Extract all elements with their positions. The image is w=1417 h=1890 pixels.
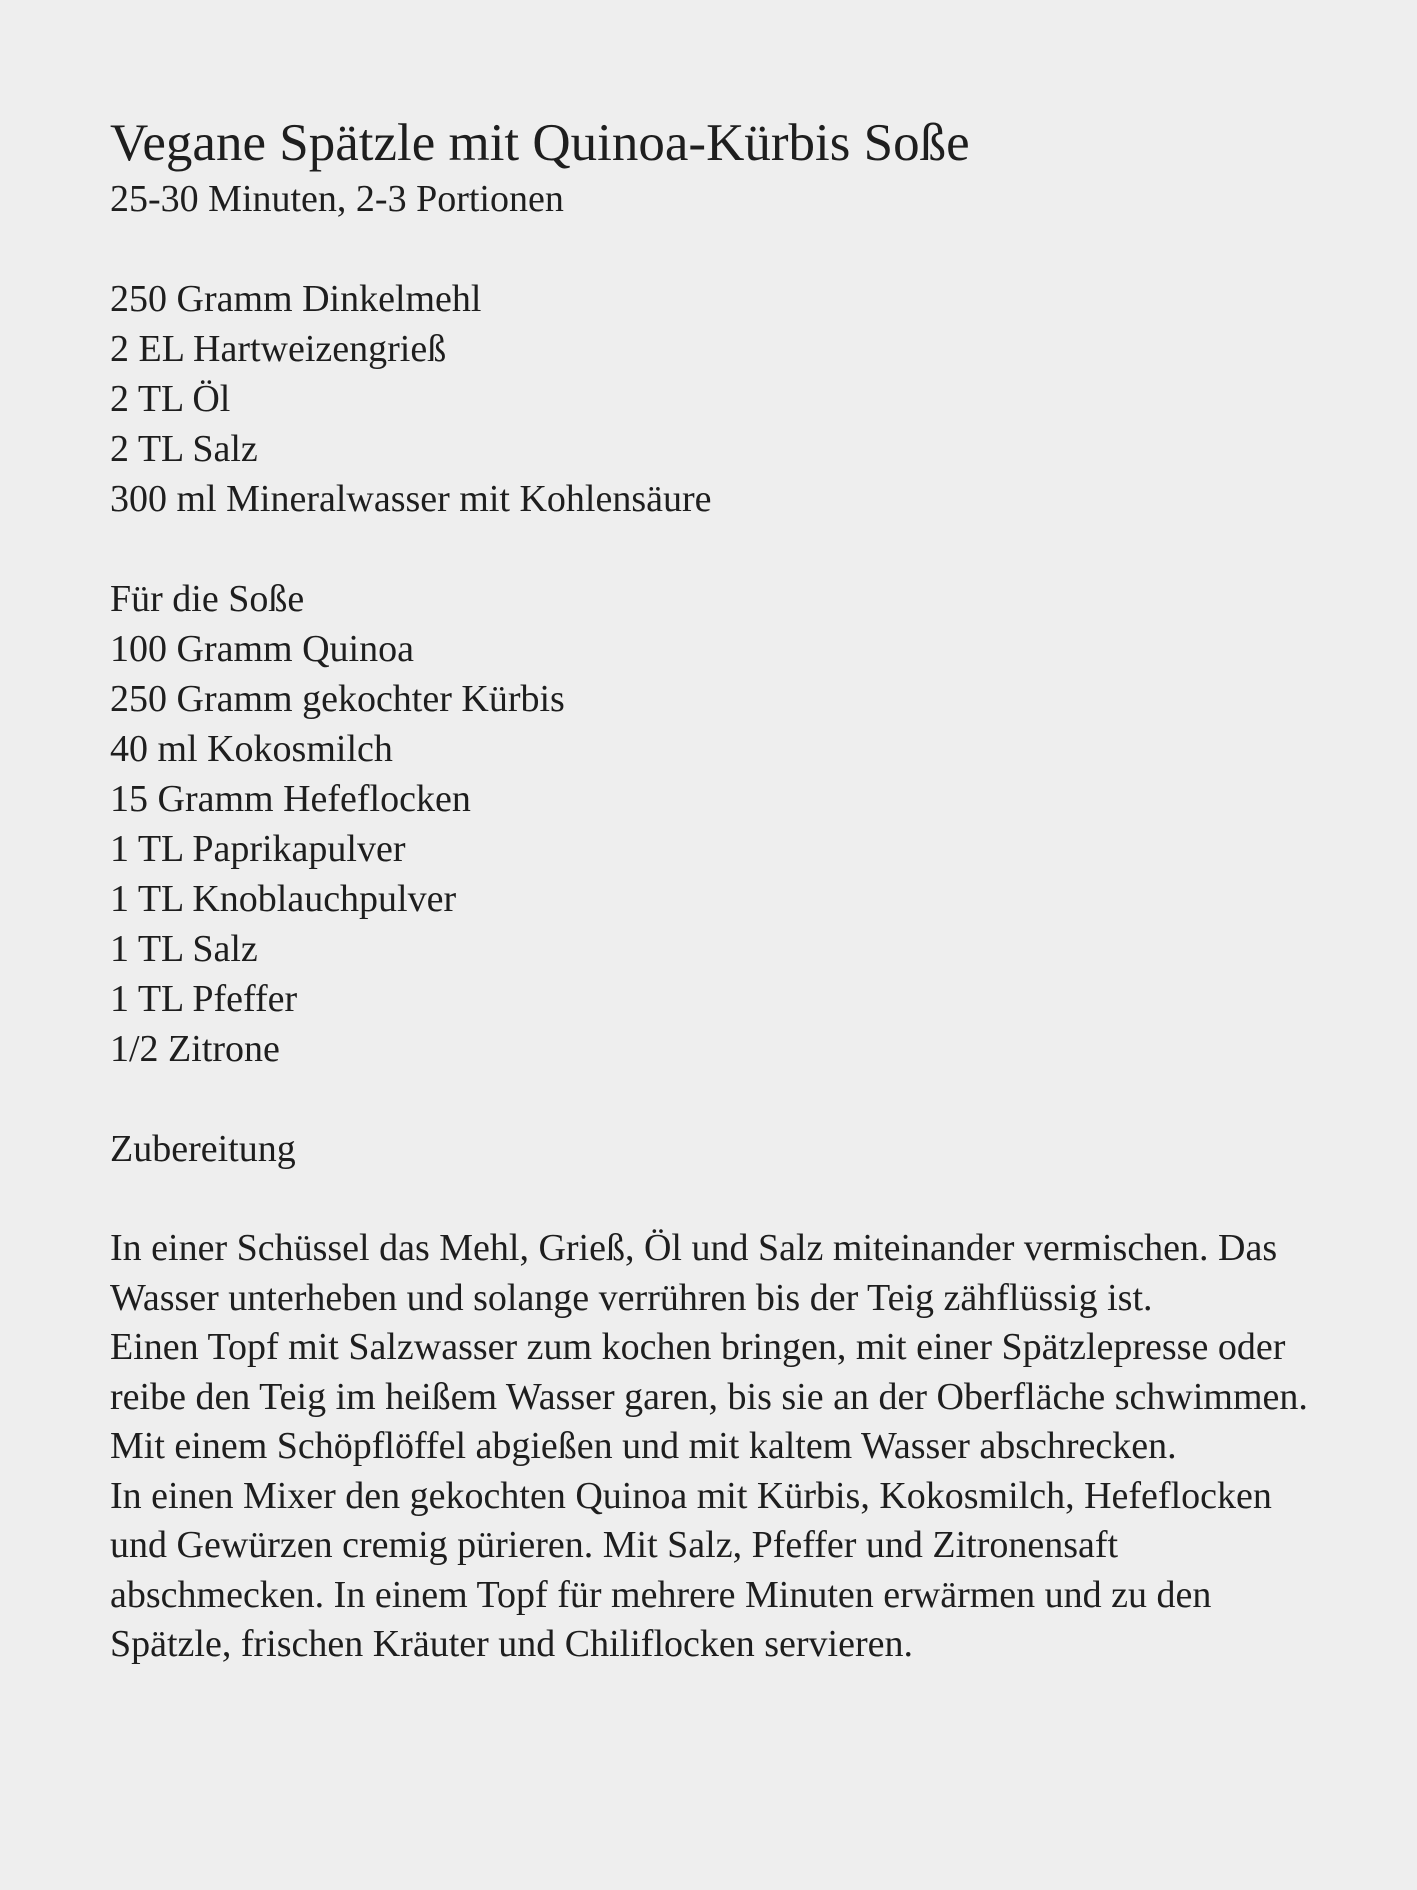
ingredient-item: 2 TL Öl bbox=[110, 378, 231, 420]
spacer bbox=[110, 1174, 1330, 1224]
spacer bbox=[110, 524, 1330, 574]
recipe-document bbox=[110, 112, 1330, 1670]
ingredient-item: 250 Gramm gekochter Kürbis bbox=[110, 678, 565, 720]
ingredient-item: 1 TL Salz bbox=[110, 928, 258, 970]
ingredient-item: 2 EL Hartweizengrieß bbox=[110, 328, 447, 370]
preparation-steps bbox=[110, 1224, 1330, 1670]
sauce-ingredient-list bbox=[110, 624, 1330, 1074]
ingredient-item: 1 TL Knoblauchpulver bbox=[110, 878, 457, 920]
preparation-step: In einen Mixer den gekochten Quinoa mit Kürbis, Kokosmilch, Hefeflocken und Gewürzen cremig pürieren. Mit Salz, Pfeffer und Zitronensaft abschmecken. In einem Topf für mehrere Minuten erwärmen und zu den Spätzle, frischen Kräuter und Chiliflocken servieren. bbox=[110, 1474, 1272, 1665]
ingredient-item: 1 TL Pfeffer bbox=[110, 978, 298, 1020]
preparation-heading: Zubereitung bbox=[110, 1128, 296, 1170]
preparation-step: In einer Schüssel das Mehl, Grieß, Öl und Salz miteinander vermischen. Das Wasser unterheben und solange verrühren bis der Teig zähflüssig ist. bbox=[110, 1227, 1278, 1319]
ingredient-item: 1 TL Paprikapulver bbox=[110, 828, 406, 870]
spacer bbox=[110, 1074, 1330, 1124]
ingredient-item: 15 Gramm Hefeflocken bbox=[110, 778, 471, 820]
recipe-meta: 25-30 Minuten, 2-3 Portionen bbox=[110, 178, 564, 220]
ingredient-item: 1/2 Zitrone bbox=[110, 1028, 280, 1070]
spacer bbox=[110, 224, 1330, 274]
ingredient-item: 300 ml Mineralwasser mit Kohlensäure bbox=[110, 478, 712, 520]
sauce-heading: Für die Soße bbox=[110, 578, 305, 620]
ingredient-item: 2 TL Salz bbox=[110, 428, 258, 470]
ingredient-item: 100 Gramm Quinoa bbox=[110, 628, 414, 670]
recipe-title: Vegane Spätzle mit Quinoa-Kürbis Soße bbox=[110, 114, 970, 172]
preparation-step: Einen Topf mit Salzwasser zum kochen bringen, mit einer Spätzlepresse oder reibe den Teig im heißem Wasser garen, bis sie an der Oberfläche schwimmen. Mit einem Schöpflöffel abgießen und mit kaltem Wasser abschrecken. bbox=[110, 1326, 1308, 1467]
main-ingredient-list bbox=[110, 274, 1330, 524]
ingredient-item: 250 Gramm Dinkelmehl bbox=[110, 278, 482, 320]
ingredient-item: 40 ml Kokosmilch bbox=[110, 728, 393, 770]
